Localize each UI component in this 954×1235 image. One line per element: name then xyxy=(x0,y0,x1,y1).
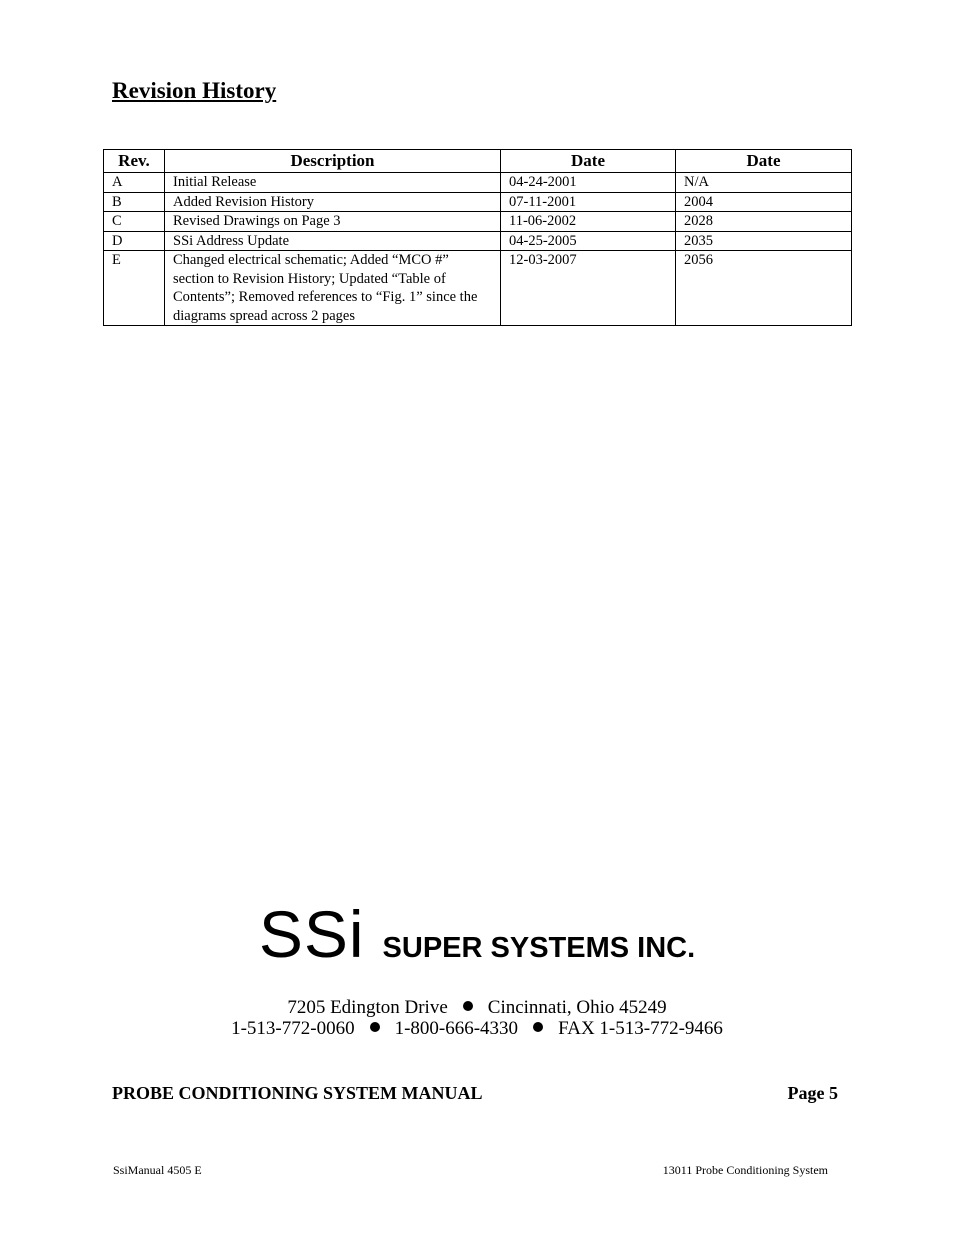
cell-mco: 2004 xyxy=(676,192,852,212)
logo-mark: SSi xyxy=(258,897,365,971)
page-title: Revision History xyxy=(112,78,277,103)
cell-description: SSi Address Update xyxy=(165,231,501,251)
table-row xyxy=(104,173,852,193)
company-address xyxy=(0,997,954,1019)
table-row xyxy=(104,231,852,251)
phone-1: 1-513-772-0060 xyxy=(231,1018,355,1039)
cell-mco: 2028 xyxy=(676,212,852,232)
bullet-icon xyxy=(463,1001,473,1011)
column-header-description: Description xyxy=(165,150,501,173)
cell-mco: 2056 xyxy=(676,251,852,326)
cell-rev: E xyxy=(104,251,165,326)
table-header-row xyxy=(104,150,852,173)
cell-rev: B xyxy=(104,192,165,212)
bullet-icon xyxy=(533,1022,543,1032)
cell-date: 04-25-2005 xyxy=(501,231,676,251)
product-name: 13011 Probe Conditioning System xyxy=(662,1163,828,1177)
bullet-icon xyxy=(370,1022,380,1032)
cell-description: Revised Drawings on Page 3 xyxy=(165,212,501,232)
cell-date: 07-11-2001 xyxy=(501,192,676,212)
cell-rev: A xyxy=(104,173,165,193)
table-row xyxy=(104,212,852,232)
cell-date: 11-06-2002 xyxy=(501,212,676,232)
column-header-date-mco: Date xyxy=(676,150,852,173)
cell-description: Initial Release xyxy=(165,173,501,193)
cell-mco: N/A xyxy=(676,173,852,193)
cell-rev: D xyxy=(104,231,165,251)
company-name: SUPER SYSTEMS INC. xyxy=(382,932,696,964)
column-header-rev: Rev. xyxy=(104,150,165,173)
column-header-date: Date xyxy=(501,150,676,173)
cell-description: Changed electrical schematic; Added “MCO #” section to Revision History; Updated “Table of Contents”; Removed references to “Fig. 1” since the diagrams spread across 2 pages xyxy=(165,251,501,326)
company-contact xyxy=(0,1018,954,1040)
document-id: SsiManual 4505 E xyxy=(113,1163,202,1177)
company-logo xyxy=(0,896,954,972)
page-number: Page 5 xyxy=(787,1083,838,1103)
phone-2: 1-800-666-4330 xyxy=(394,1018,519,1039)
manual-title: PROBE CONDITIONING SYSTEM MANUAL xyxy=(112,1083,483,1103)
street-address: 7205 Edington Drive xyxy=(287,997,448,1018)
cell-date: 12-03-2007 xyxy=(501,251,676,326)
fax-number: FAX 1-513-772-9466 xyxy=(558,1018,723,1039)
cell-description: Added Revision History xyxy=(165,192,501,212)
table-row xyxy=(104,251,852,326)
city-address: Cincinnati, Ohio 45249 xyxy=(487,997,667,1018)
revision-history-table xyxy=(103,149,852,326)
cell-mco: 2035 xyxy=(676,231,852,251)
cell-date: 04-24-2001 xyxy=(501,173,676,193)
table-row xyxy=(104,192,852,212)
cell-rev: C xyxy=(104,212,165,232)
